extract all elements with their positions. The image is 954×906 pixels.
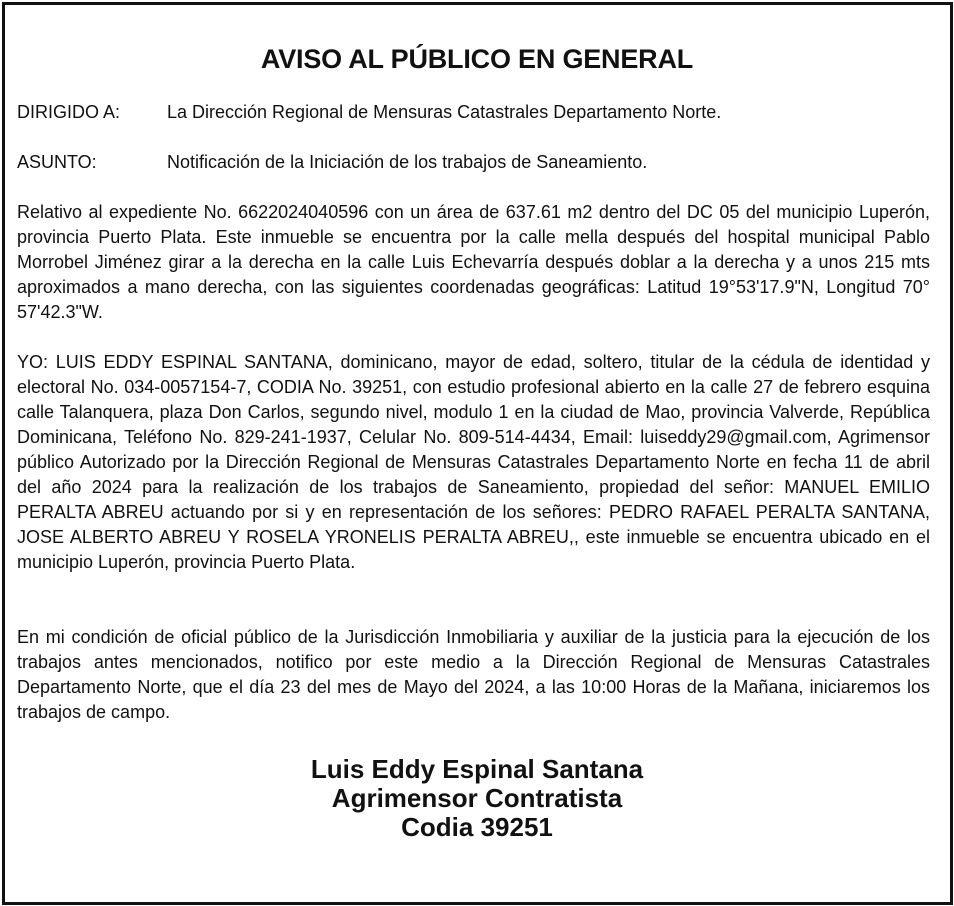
property-description-paragraph: Relativo al expediente No. 6622024040596 con un área de 637.61 m2 dentro del DC 05 del municipio Luperón, provincia Puerto Plata. Este inmueble se encuentra por la calle mella después del hospital municipal Pablo Morrobel Jiménez girar a la derecha en la calle Luis Echevarría después doblar a la derecha y a unos 215 mts aproximados a mano derecha, con las siguientes coordenadas geográficas: Latitud 19°53'17.9"N, Longitud 70° 57'42.3"W. [17, 202, 930, 322]
subject-label: ASUNTO: [17, 152, 97, 172]
signature-name: Luis Eddy Espinal Santana [310, 754, 644, 784]
signature-block [0, 755, 954, 842]
subject-value: Notificación de la Iniciación de los trabajos de Saneamiento. [167, 152, 648, 172]
addressee-value: La Dirección Regional de Mensuras Catastrales Departamento Norte. [167, 102, 722, 122]
surveyor-statement-paragraph: YO: LUIS EDDY ESPINAL SANTANA, dominicano, mayor de edad, soltero, titular de la cédula de identidad y electoral No. 034-0057154-7, CODIA No. 39251, con estudio profesional abierto en la calle 27 de febrero esquina calle Talanquera, plaza Don Carlos, segundo nivel, modulo 1 en la ciudad de Mao, provincia Valverde, República Dominicana, Teléfono No. 829-241-1937, Celular No. 809-514-4434, Email: luiseddy29@gmail.com, Agrimensor público Autorizado por la Dirección Regional de Mensuras Catastrales Departamento Norte en fecha 11 de abril del año 2024 para la realización de los trabajos de Saneamiento, propiedad del señor: MANUEL EMILIO PERALTA ABREU actuando por si y en representación de los señores: PEDRO RAFAEL PERALTA SANTANA, JOSE ALBERTO ABREU Y ROSELA YRONELIS PERALTA ABREU,, este inmueble se encuentra ubicado en el municipio Luperón, provincia Puerto Plata. [17, 352, 930, 572]
addressee-label: DIRIGIDO A: [17, 102, 121, 122]
notification-paragraph: En mi condición de oficial público de la Jurisdicción Inmobiliaria y auxiliar de la justicia para la ejecución de los trabajos antes mencionados, notifico por este medio a la Dirección Regional de Mensuras Catastrales Departamento Norte, que el día 23 del mes de Mayo del 2024, a las 10:00 Horas de la Mañana, iniciaremos los trabajos de campo. [17, 627, 930, 722]
signature-codia: Codia 39251 [401, 812, 553, 842]
notice-title: AVISO AL PÚBLICO EN GENERAL [260, 44, 694, 74]
signature-role: Agrimensor Contratista [331, 783, 623, 813]
